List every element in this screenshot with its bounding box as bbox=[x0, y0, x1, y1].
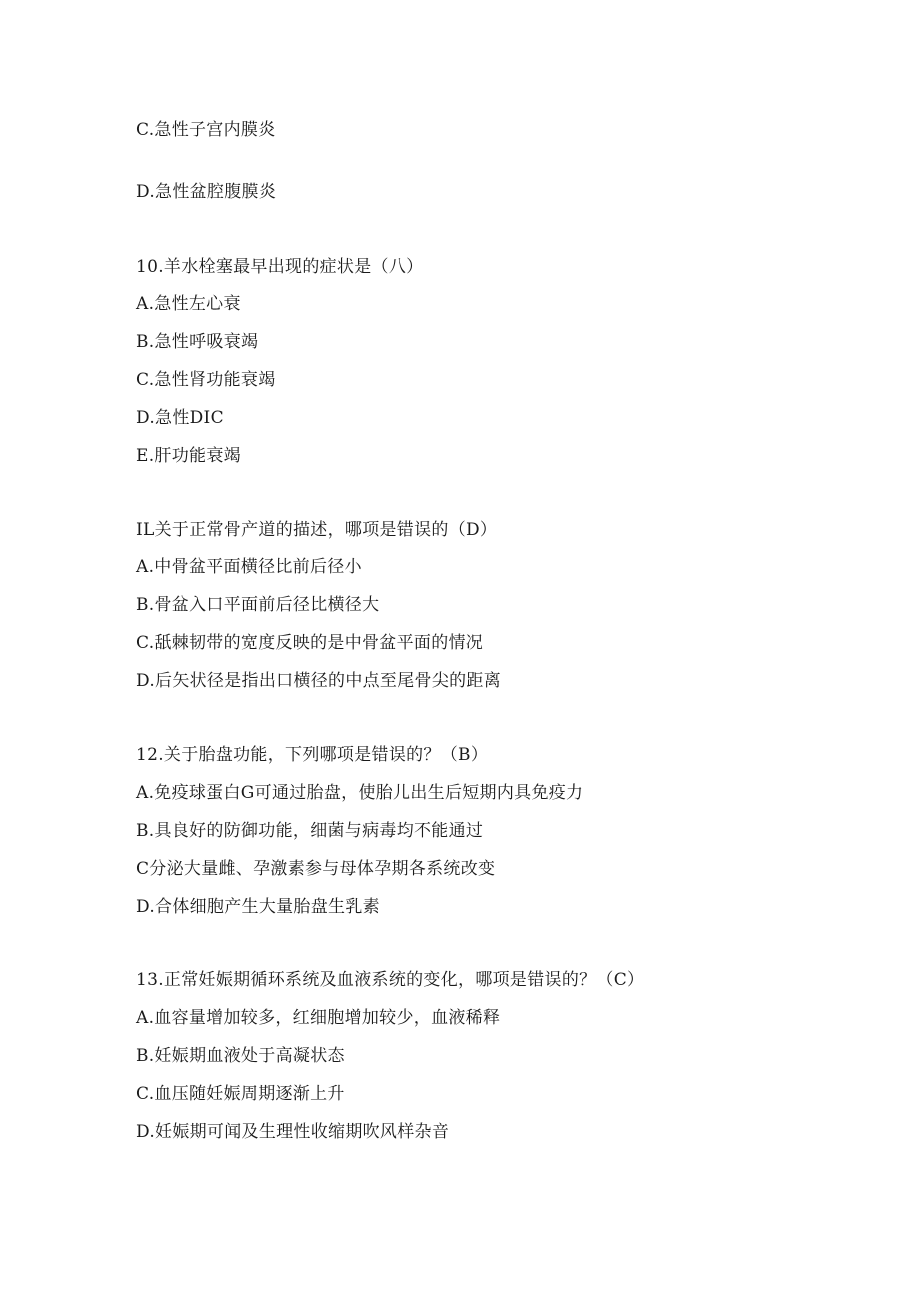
option-10d: D.急性DIC bbox=[136, 408, 224, 428]
question-10: 10.羊水栓塞最早出现的症状是（八） bbox=[136, 257, 424, 277]
option-13b: B.妊娠期血液处于高凝状态 bbox=[136, 1046, 345, 1066]
option-13d: D.妊娠期可闻及生理性收缩期吹风样杂音 bbox=[136, 1122, 450, 1142]
option-9c: C.急性子宫内膜炎 bbox=[136, 120, 276, 140]
option-10a: A.急性左心衰 bbox=[136, 294, 241, 314]
option-12b: B.具良好的防御功能，细菌与病毒均不能通过 bbox=[136, 821, 484, 841]
option-13c: C.血压随妊娠周期逐渐上升 bbox=[136, 1084, 345, 1104]
option-12d: D.合体细胞产生大量胎盘生乳素 bbox=[136, 897, 380, 917]
option-11b: B.骨盆入口平面前后径比横径大 bbox=[136, 595, 380, 615]
option-11d: D.后矢状径是指出口横径的中点至尾骨尖的距离 bbox=[136, 671, 502, 691]
option-10b: B.急性呼吸衰竭 bbox=[136, 332, 259, 352]
question-13: 13.正常妊娠期循环系统及血液系统的变化，哪项是错误的？（C） bbox=[136, 970, 645, 990]
question-12: 12.关于胎盘功能，下列哪项是错误的？（B） bbox=[136, 745, 489, 765]
option-12c: C分泌大量雌、孕激素参与母体孕期各系统改变 bbox=[136, 859, 496, 879]
question-11: IL关于正常骨产道的描述，哪项是错误的（D） bbox=[136, 520, 498, 540]
option-10e: E.肝功能衰竭 bbox=[136, 446, 241, 466]
option-11a: A.中骨盆平面横径比前后径小 bbox=[136, 557, 362, 577]
option-13a: A.血容量增加较多，红细胞增加较少，血液稀释 bbox=[136, 1008, 501, 1028]
option-9d: D.急性盆腔腹膜炎 bbox=[136, 182, 277, 202]
option-10c: C.急性肾功能衰竭 bbox=[136, 370, 276, 390]
option-11c: C.舐棘韧带的宽度反映的是中骨盆平面的情况 bbox=[136, 633, 484, 653]
option-12a: A.免疫球蛋白G可通过胎盘，使胎儿出生后短期内具免疫力 bbox=[136, 783, 584, 803]
